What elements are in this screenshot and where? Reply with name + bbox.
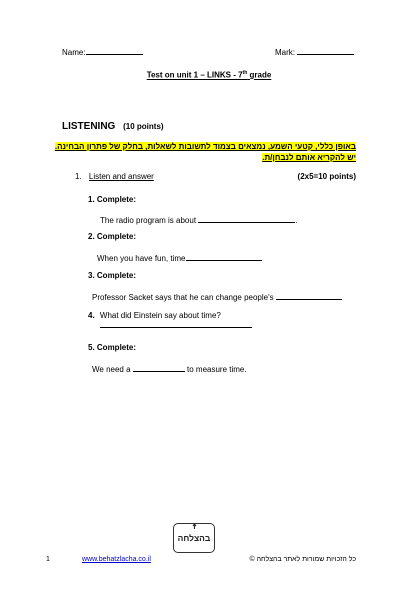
answer-blank-1[interactable] [198, 213, 295, 223]
section-heading [62, 121, 164, 132]
answer-blank-3[interactable] [276, 290, 342, 300]
logo [173, 523, 215, 553]
question-5-label: 5. Complete: [88, 343, 137, 352]
exercise-header [75, 172, 154, 181]
section-points: (10 points) [123, 122, 164, 131]
page-title: Test on unit 1 – LINKS - 7th grade [146, 70, 272, 80]
question-3-label: 3. Complete: [88, 271, 137, 280]
section-title: LISTENING [62, 121, 116, 132]
mark-field[interactable] [275, 45, 354, 57]
question-2-line: When you have fun, time [97, 251, 262, 263]
question-2-label: 2. Complete: [88, 232, 137, 241]
instruction-line-2: יש להקריא אותם לנבחן/ת. [262, 153, 356, 162]
exercise-label: Listen and answer [88, 172, 154, 181]
copyright-text: כל הזכויות שמורות לאתר בהצלחה © [249, 556, 356, 563]
site-link[interactable]: www.behatzlacha.co.il [82, 556, 151, 563]
mark-blank[interactable] [297, 45, 354, 55]
question-4-label: 4. What did Einstein say about time? [88, 311, 221, 320]
logo-text: בהצלחה [177, 533, 211, 543]
name-blank[interactable] [86, 45, 143, 55]
answer-line-4[interactable] [100, 327, 252, 328]
exercise-number: 1. [75, 172, 82, 181]
mark-label: Mark: [275, 48, 295, 57]
question-1-label: 1. Complete: [88, 195, 137, 204]
question-5-line: We need a to measure time. [92, 362, 247, 374]
page-number: 1 [46, 556, 50, 563]
answer-blank-2[interactable] [186, 251, 262, 261]
answer-blank-5[interactable] [133, 362, 185, 372]
question-3-line: Professor Sacket says that he can change people's [92, 290, 342, 302]
exercise-score: (2x5=10 points) [297, 172, 356, 181]
question-1-line: The radio program is about . [100, 213, 298, 225]
name-field[interactable] [62, 45, 143, 57]
name-label: Name: [62, 48, 86, 57]
instruction-line-1: באופן כללי, קטעי השמע, נמצאים בצמוד לתשובות לשאלות, בחלק של פתרון הבחינה. [54, 142, 356, 151]
